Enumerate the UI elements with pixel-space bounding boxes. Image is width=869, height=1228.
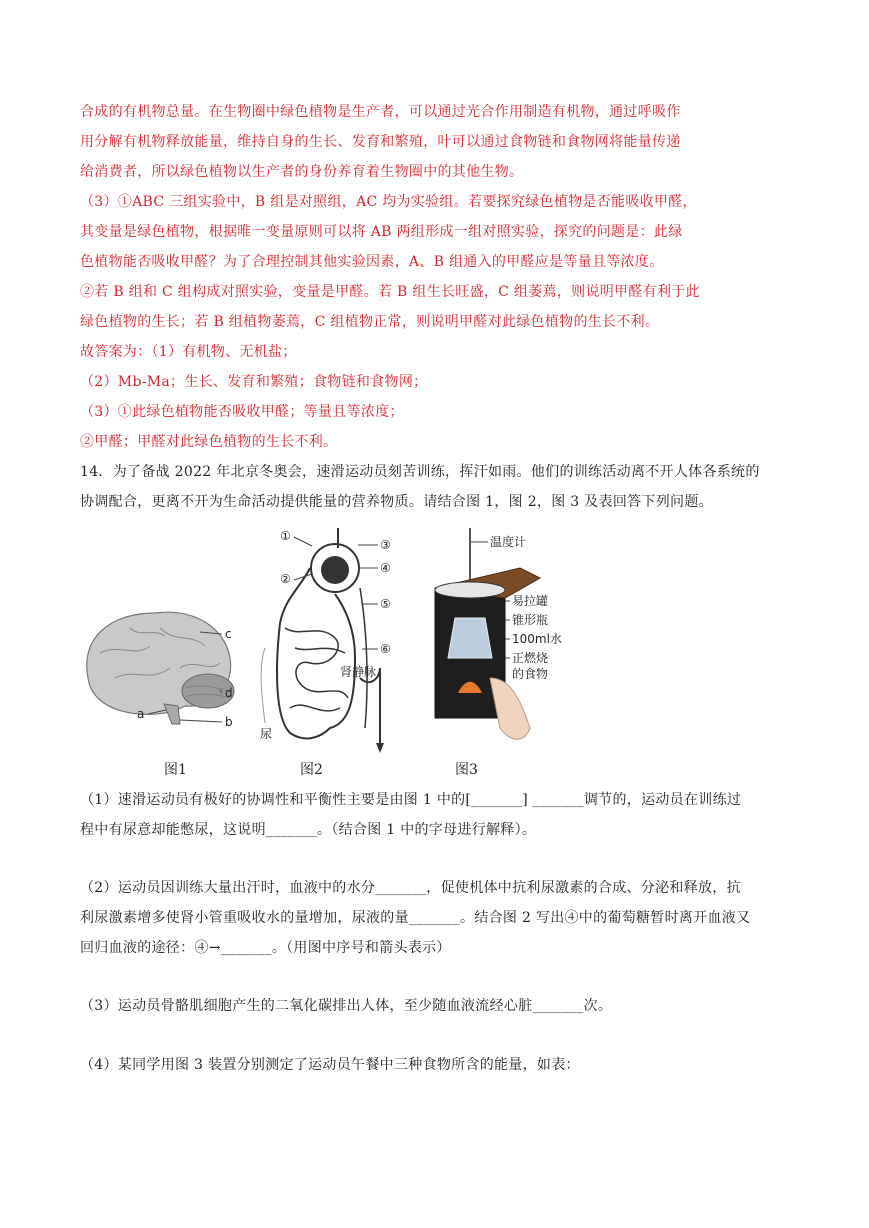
sub-question-2-line: （2）运动员因训练大量出汗时，血液中的水分_______，促使机体中抗利尿激素的合成、分泌和释放，抗 (80, 880, 741, 896)
sub-question-1-line: 程中有尿意却能憋尿，这说明_______。（结合图 1 中的字母进行解释）。 (80, 822, 537, 838)
fig1-label-c: c (225, 627, 232, 641)
fig1-caption: 图1 (164, 762, 187, 778)
fig1-label-b: b (225, 715, 233, 729)
fig2-nephron (260, 528, 391, 753)
fig1-label-d: d (225, 686, 233, 700)
figures-illustration (80, 528, 640, 778)
answer-line: （3）①此绿色植物能否吸收甲醛；等量且等浓度； (80, 404, 404, 420)
answer-line: 故答案为：（1）有机物、无机盐； (80, 344, 297, 360)
answer-line: 色植物能否吸收甲醛？为了合理控制其他实验因素，A、B 组通入的甲醛应是等量且等浓度。 (80, 254, 664, 270)
fig3-label-water: 100ml水 (512, 632, 562, 646)
sub-question-2-line: 回归血液的途径：④→_______。（用图中序号和箭头表示） (80, 940, 451, 956)
answer-line: （2）Mb-Ma；生长、发育和繁殖；食物链和食物网； (80, 374, 428, 390)
fig2-label-3: ③ (380, 538, 391, 552)
fig3-label-can: 易拉罐 (512, 594, 549, 608)
answer-line: 用分解有机物释放能量，维持自身的生长、发育和繁殖，叶可以通过食物链和食物网将能量传递 (80, 134, 681, 150)
fig2-label-urine: 尿 (260, 727, 273, 741)
fig3-label-flask: 锥形瓶 (512, 613, 549, 627)
sub-question-3-line: （3）运动员骨骼肌细胞产生的二氧化碳排出人体，至少随血液流经心脏_______次。 (80, 998, 613, 1014)
answer-line: ②甲醛；甲醛对此绿色植物的生长不利。 (80, 434, 338, 450)
fig3-label-burning: 正燃烧 (512, 651, 549, 665)
answer-line: 给消费者，所以绿色植物以生产者的身份养育着生物圈中的其他生物。 (80, 164, 524, 180)
sub-question-1-line: （1）速滑运动员有极好的协调性和平衡性主要是由图 1 中的[_______] _______调节的，运动员在训练过 (80, 792, 742, 808)
answer-line: 其变量是绿色植物，根据唯一变量原则可以将 AB 两组形成一组对照实验，探究的问题是：此绿 (80, 224, 683, 240)
sub-question-4-line: （4）某同学用图 3 装置分别测定了运动员午餐中三种食物所含的能量，如表： (80, 1057, 580, 1073)
figures-row (80, 528, 640, 778)
fig2-label-1: ① (280, 529, 291, 543)
question-14-line: 14．为了备战 2022 年北京冬奥会，速滑运动员刻苦训练，挥汗如雨。他们的训练活动离不开人体各系统的 (80, 464, 760, 480)
fig2-label-6: ⑥ (380, 642, 391, 656)
answer-line: 合成的有机物总量。在生物圈中绿色植物是生产者，可以通过光合作用制造有机物，通过呼吸作 (80, 104, 681, 120)
fig3-label-food: 的食物 (512, 667, 549, 681)
fig2-label-5: ⑤ (380, 597, 391, 611)
fig1-brain (87, 612, 234, 729)
fig1-label-a: a (137, 707, 145, 721)
fig3-caption: 图3 (455, 762, 478, 778)
answer-line: 绿色植物的生长；若 B 组植物萎蔫，C 组植物正常，则说明甲醛对此绿色植物的生长不利。 (80, 314, 660, 330)
fig2-caption: 图2 (300, 762, 323, 778)
answer-line: （3）①ABC 三组实验中，B 组是对照组，AC 均为实验组。若要探究绿色植物是否能吸收甲醛， (80, 194, 697, 210)
fig3-calorimeter (435, 528, 562, 739)
fig2-label-4: ④ (380, 561, 391, 575)
fig2-label-2: ② (280, 572, 291, 586)
answer-line: ②若 B 组和 C 组构成对照实验，变量是甲醛。若 B 组生长旺盛，C 组萎蔫，则说明甲醛有利于此 (80, 284, 700, 300)
question-14-line: 协调配合，更离不开为生命活动提供能量的营养物质。请结合图 1，图 2，图 3 及表回答下列问题。 (80, 494, 713, 510)
fig3-label-thermometer: 温度计 (490, 535, 527, 549)
sub-question-2-line: 利尿激素增多使肾小管重吸收水的量增加，尿液的量_______。结合图 2 写出④中的葡萄糖暂时离开血液又 (80, 910, 751, 926)
fig2-label-renal-vein: 肾静脉 (340, 665, 377, 679)
